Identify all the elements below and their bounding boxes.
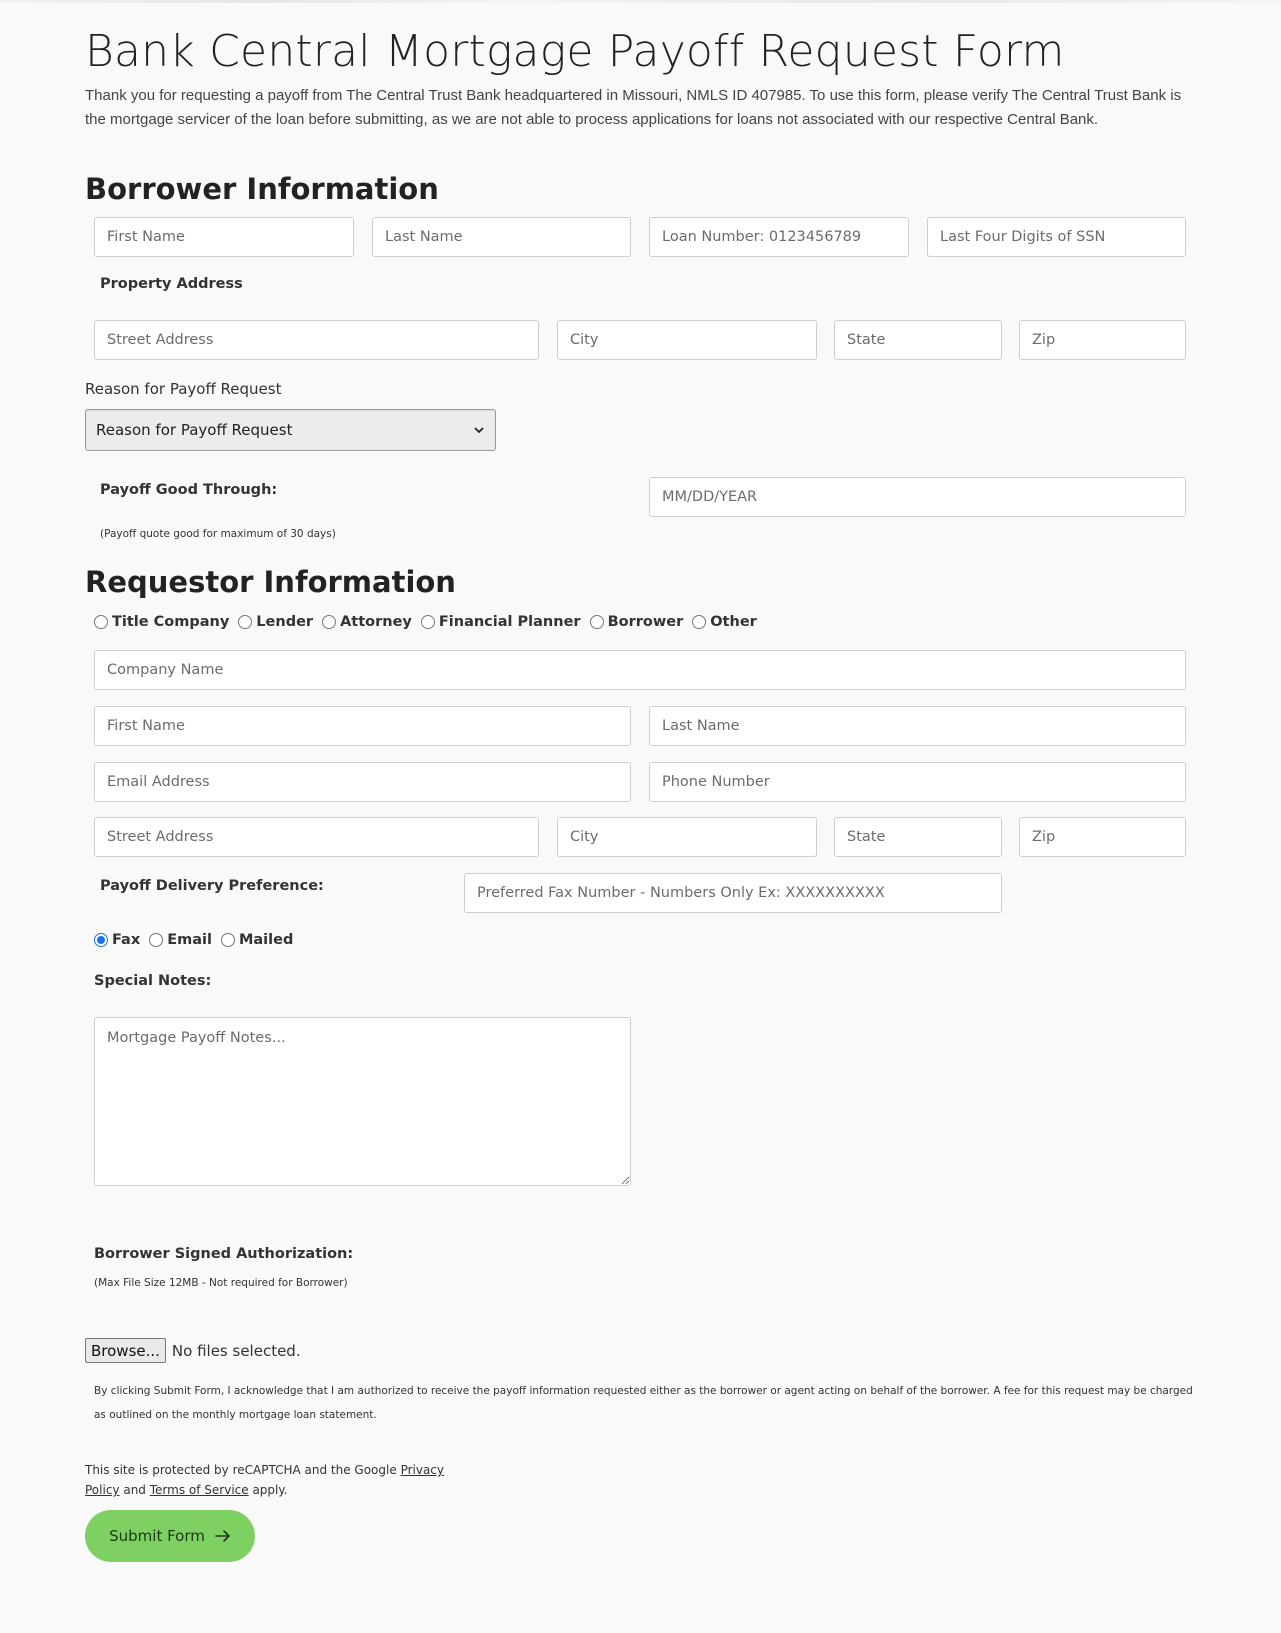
property-zip-field[interactable] — [1019, 320, 1186, 360]
property-state-field[interactable] — [834, 320, 1002, 360]
delivery-option-fax[interactable] — [94, 932, 140, 948]
radio-label: Other — [710, 614, 757, 630]
requestor-type-group — [94, 614, 766, 630]
email-field[interactable] — [94, 762, 631, 802]
authorization-label: Borrower Signed Authorization: — [94, 1246, 354, 1262]
radio-label: Borrower — [607, 614, 684, 630]
radio-label: Fax — [112, 932, 141, 948]
fax-number-field[interactable] — [464, 873, 1002, 913]
radio-button[interactable] — [238, 615, 252, 629]
requestor-type-title-company[interactable] — [94, 614, 229, 630]
requestor-type-other[interactable] — [692, 614, 757, 630]
arrow-right-icon — [215, 1529, 231, 1543]
requestor-type-borrower[interactable] — [590, 614, 684, 630]
requestor-last-name-field[interactable] — [649, 706, 1186, 746]
good-through-date-field[interactable] — [649, 477, 1186, 517]
special-notes-textarea[interactable] — [94, 1017, 631, 1186]
delivery-option-email[interactable] — [149, 932, 212, 948]
requestor-first-name-field[interactable] — [94, 706, 631, 746]
company-name-field[interactable] — [94, 650, 1186, 690]
delivery-preference-label: Payoff Delivery Preference: — [100, 878, 324, 894]
radio-button[interactable] — [421, 615, 435, 629]
radio-label: Financial Planner — [438, 614, 581, 630]
radio-label: Attorney — [340, 614, 412, 630]
borrower-last-name-field[interactable] — [372, 217, 631, 257]
terms-of-service-link[interactable]: Terms of Service — [149, 1483, 249, 1497]
chevron-down-icon — [473, 424, 485, 436]
requestor-type-lender[interactable] — [238, 614, 313, 630]
radio-label: Lender — [256, 614, 314, 630]
recaptcha-notice — [85, 1460, 465, 1500]
authorization-note: (Max File Size 12MB - Not required for Borrower) — [94, 1277, 348, 1289]
borrower-first-name-field[interactable] — [94, 217, 354, 257]
submit-label: Submit Form — [109, 1527, 205, 1545]
recaptcha-text: This site is protected by reCAPTCHA and the Google — [85, 1463, 401, 1477]
radio-button[interactable] — [94, 615, 108, 629]
borrower-heading: Borrower Information — [85, 172, 439, 206]
browse-button[interactable]: Browse... — [85, 1338, 166, 1363]
good-through-note: (Payoff quote good for maximum of 30 days) — [100, 528, 336, 540]
privacy-policy-link[interactable]: Privacy Policy — [85, 1463, 445, 1497]
radio-label: Email — [167, 932, 212, 948]
page-title: Bank Central Mortgage Payoff Request Form — [85, 26, 1065, 77]
requestor-state-field[interactable] — [834, 817, 1002, 857]
radio-button[interactable] — [149, 933, 163, 947]
phone-field[interactable] — [649, 762, 1186, 802]
delivery-option-group — [94, 932, 302, 948]
property-street-field[interactable] — [94, 320, 539, 360]
file-upload — [85, 1338, 301, 1363]
top-edge — [0, 0, 1281, 3]
requestor-type-financial-planner[interactable] — [421, 614, 581, 630]
recaptcha-text: apply. — [248, 1483, 288, 1497]
recaptcha-text: and — [119, 1483, 150, 1497]
requestor-heading: Requestor Information — [85, 565, 456, 599]
intro-text: Thank you for requesting a payoff from The Central Trust Bank headquartered in Missouri, NMLS ID 407985. To use this form, please verify The Central Trust Bank is the mortgage servicer of the loan before submitting, as we are not able to process applications for loans not associated with our respective Central Bank. — [85, 87, 1182, 128]
radio-label: Title Company — [112, 614, 230, 630]
requestor-city-field[interactable] — [557, 817, 817, 857]
radio-button[interactable] — [322, 615, 336, 629]
loan-number-field[interactable] — [649, 217, 909, 257]
property-address-label: Property Address — [100, 276, 243, 292]
special-notes-label: Special Notes: — [94, 973, 212, 989]
reason-select-value: Reason for Payoff Request — [96, 421, 293, 439]
acknowledgement-text: By clicking Submit Form, I acknowledge that I am authorized to receive the payoff information requested either as the borrower or agent acting on behalf of the borrower. A fee for this request may be charged as outlined on the monthly mortgage loan statement. — [94, 1385, 1193, 1421]
radio-button[interactable] — [221, 933, 235, 947]
requestor-type-attorney[interactable] — [322, 614, 412, 630]
radio-label: Mailed — [238, 932, 294, 948]
requestor-zip-field[interactable] — [1019, 817, 1186, 857]
radio-button-checked[interactable] — [94, 933, 108, 947]
submit-form-button[interactable] — [85, 1510, 255, 1562]
reason-label: Reason for Payoff Request — [85, 380, 282, 398]
radio-button[interactable] — [692, 615, 706, 629]
good-through-label: Payoff Good Through: — [100, 482, 278, 498]
file-status: No files selected. — [171, 1341, 301, 1360]
ssn-last-four-field[interactable] — [927, 217, 1186, 257]
delivery-option-mailed[interactable] — [221, 932, 293, 948]
radio-button[interactable] — [590, 615, 604, 629]
requestor-street-field[interactable] — [94, 817, 539, 857]
property-city-field[interactable] — [557, 320, 817, 360]
reason-select[interactable] — [85, 409, 496, 451]
